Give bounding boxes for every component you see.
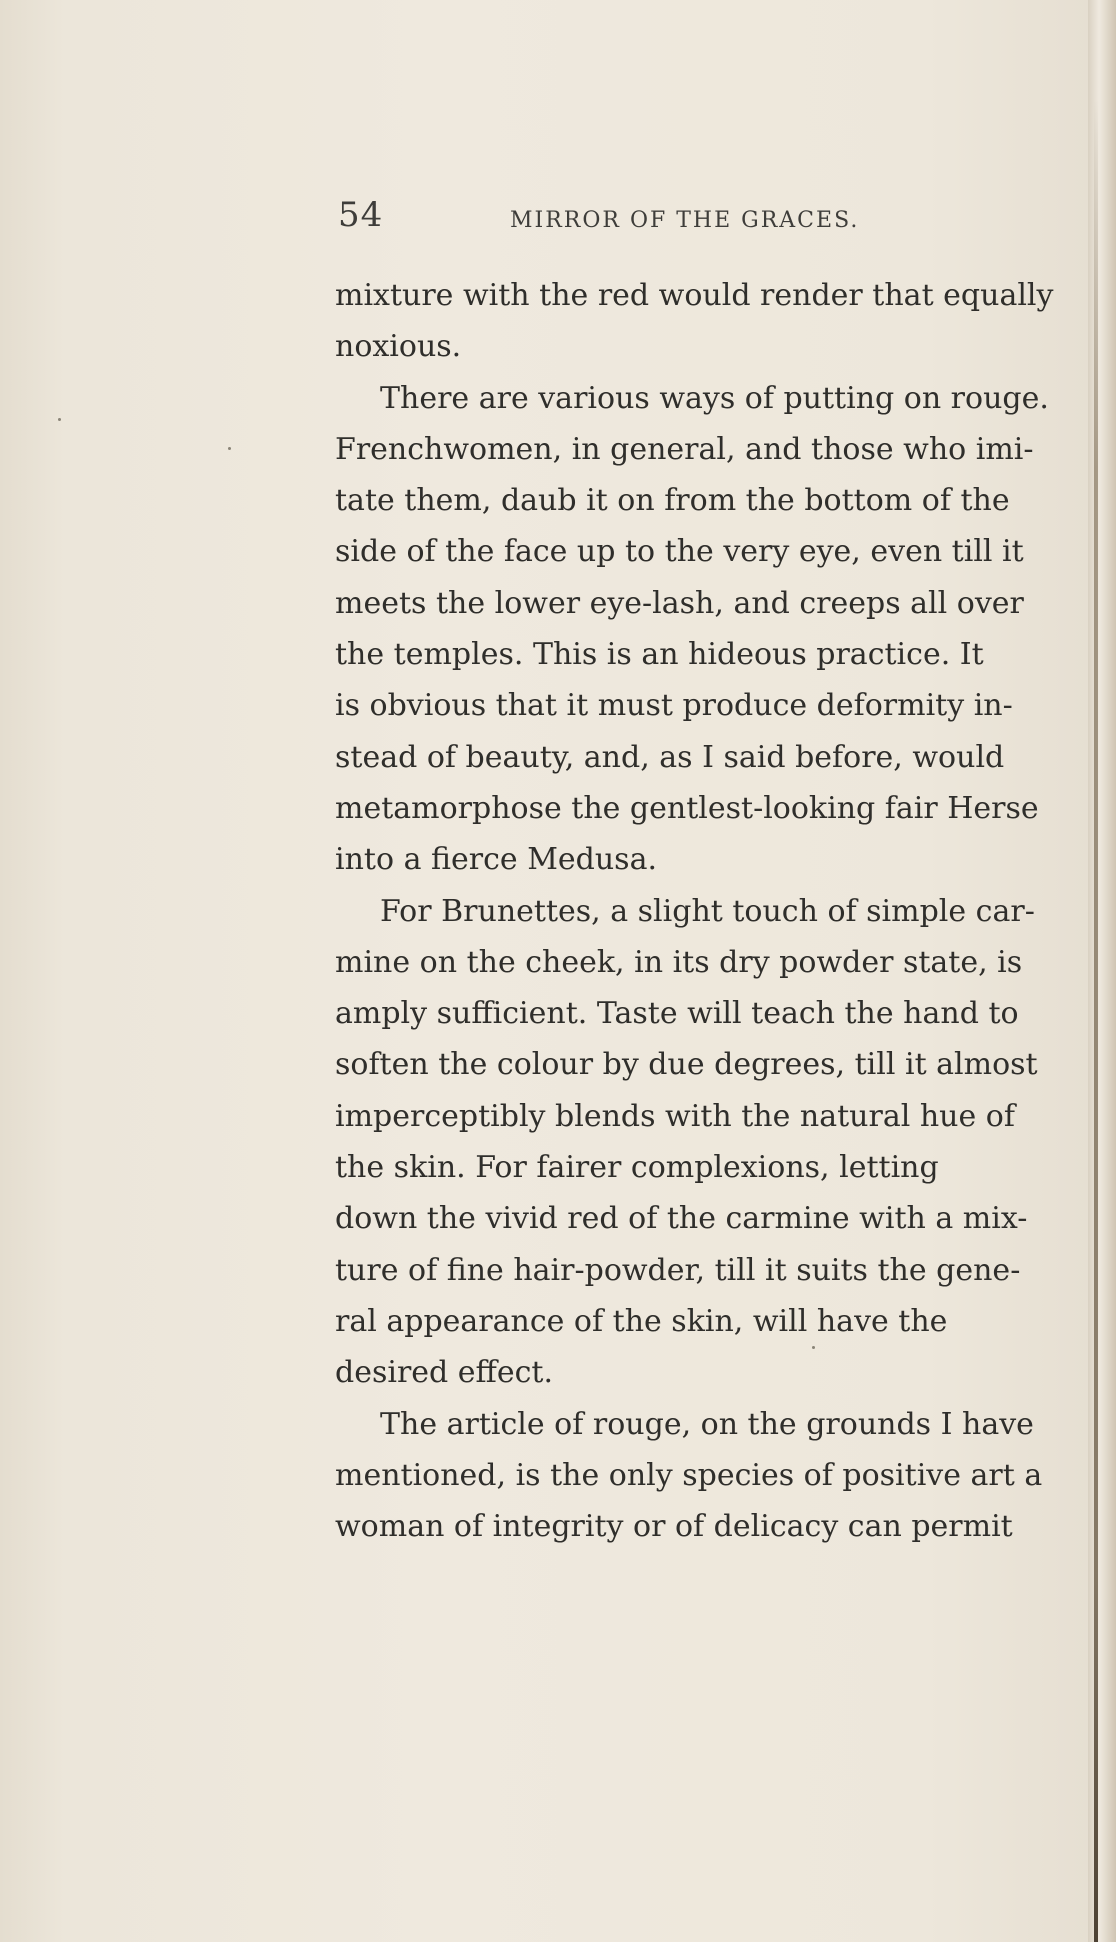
text-line: The article of rouge, on the grounds I have [380,1406,1034,1442]
text-line: There are various ways of putting on rouge. [380,380,1049,416]
text-line: side of the face up to the very eye, even till it [335,534,1024,570]
text-line: mentioned, is the only species of positive art a [335,1457,1043,1493]
page-edge [1088,0,1116,1942]
text-line: the skin. For fairer complexions, letting [335,1150,939,1186]
page-header [335,195,1075,245]
text-line: stead of beauty, and, as I said before, would [335,739,1005,775]
text-line: soften the colour by due degrees, till it almost [335,1047,1038,1083]
page-edge-shadow [1094,100,1098,1942]
text-line: Frenchwomen, in general, and those who imi- [335,431,1034,467]
text-line: meets the lower eye-lash, and creeps all over [335,585,1024,621]
text-line: down the vivid red of the carmine with a mix- [335,1201,1028,1237]
text-line: mine on the cheek, in its dry powder state, is [335,944,1023,980]
text-line: ture of fine hair-powder, till it suits the gene- [335,1252,1021,1288]
text-line: ral appearance of the skin, will have the [335,1303,948,1339]
text-line: For Brunettes, a slight touch of simple car- [380,893,1035,929]
text-line: tate them, daub it on from the bottom of the [335,483,1010,519]
text-line: mixture with the red would render that equally [335,278,1054,313]
text-line: amply sufficient. Taste will teach the hand to [335,996,1019,1032]
ink-speck [58,418,61,421]
text-line: is obvious that it must produce deformity in- [335,688,1013,724]
text-line: desired effect. [335,1355,553,1391]
text-line: woman of integrity or of delicacy can permit [335,1509,1013,1545]
page-number: 54 [338,195,384,235]
text-line: metamorphose the gentlest-looking fair Herse [335,790,1039,826]
body-text [335,270,1075,1552]
text-line: noxious. [335,329,462,365]
text-line: the temples. This is an hideous practice. It [335,637,984,673]
running-title: MIRROR OF THE GRACES. [510,208,860,233]
text-line: imperceptibly blends with the natural hue of [335,1098,1015,1134]
text-line: into a fierce Medusa. [335,842,658,878]
ink-speck [228,447,231,450]
